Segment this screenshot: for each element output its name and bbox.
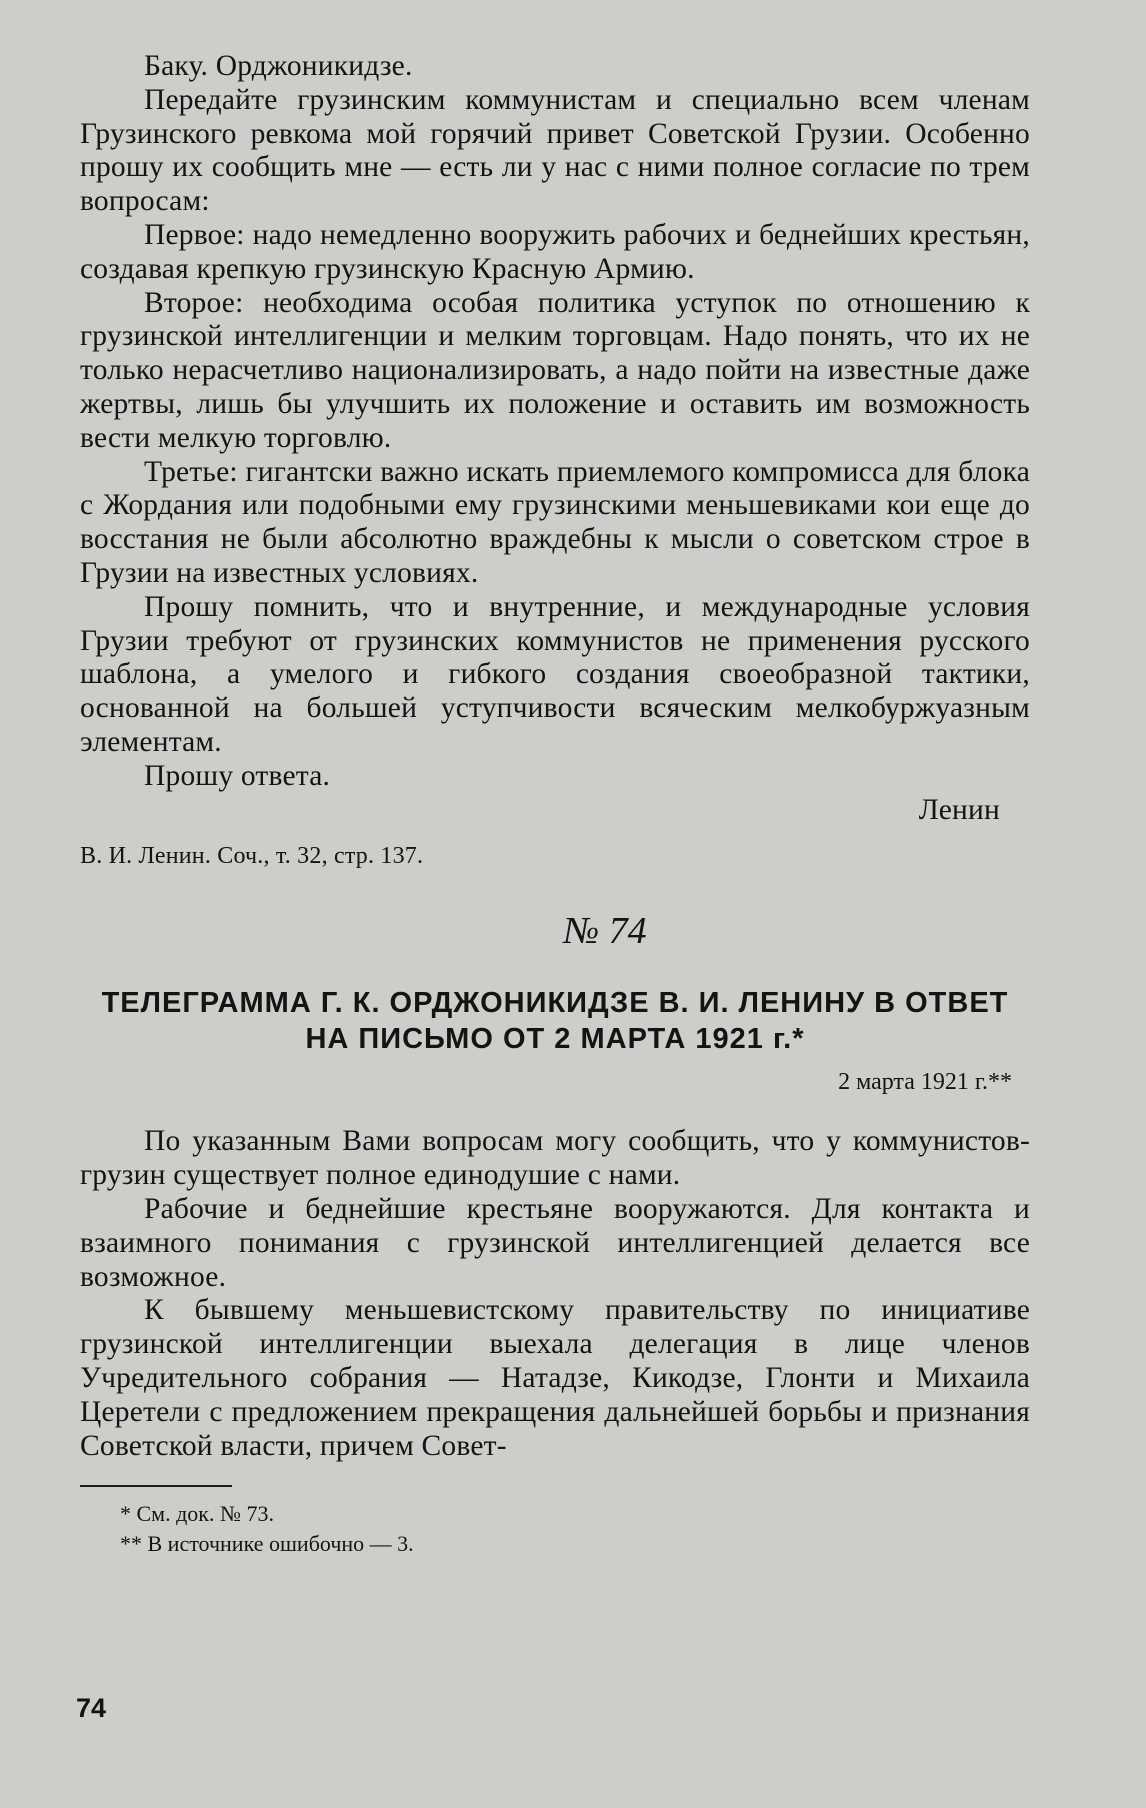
letter-paragraph: Прошу ответа. <box>144 759 331 792</box>
telegram-paragraph: К бывшему меньшевистскому правительству по инициативе грузинской интеллигенции выехала делегация в лице членов Учредительного собрания — Натадзе, Кикодзе, Глонти и Михаила Церетели с предложением прекращения дальнейшей борьбы и признания Советской власти, причем Совет- <box>80 1294 1030 1462</box>
letter-paragraph: Передайте грузинским коммунистам и специально всем членам Грузинского ревкома мой горячий привет Советской Грузии. Особенно прошу их сообщить мне — есть ли у нас с ними полное согласие по трем вопросам: <box>80 83 1030 218</box>
page-content <box>80 50 1030 1559</box>
footnote: * См. док. № 73. <box>120 1501 274 1527</box>
letter-paragraph: Третье: гигантски важно искать приемлемого компромисса для блока с Жордания или подобными ему грузинскими меньшевиками кои еще до восстания не были абсолютно враждебны к мысли о советском строе в Грузии на известных условиях. <box>80 455 1030 589</box>
document-date: 2 марта 1921 г.** <box>838 1069 1012 1096</box>
page-number: 74 <box>76 1693 107 1723</box>
letter-address: Баку. Орджоникидзе. <box>144 50 413 82</box>
document-number: № 74 <box>563 910 647 953</box>
letter-signature: Ленин <box>918 793 1000 826</box>
telegram-paragraph: По указанным Вами вопросам могу сообщить, что у коммунистов-грузин существует полное единодушие с нами. <box>80 1125 1030 1192</box>
footnote: ** В источнике ошибочно — 3. <box>120 1531 414 1557</box>
letter-paragraph: Прошу помнить, что и внутренние, и международные условия Грузии требуют от грузинских коммунистов не применения русского шаблона, а умелого и гибкого создания своеобразной тактики, основанной на большей уступчивости всяческим мелкобуржуазным элементам. <box>80 590 1030 758</box>
letter-source-citation: В. И. Ленин. Соч., т. 32, стр. 137. <box>80 843 424 870</box>
telegram-paragraph: Рабочие и беднейшие крестьяне вооружаются. Для контакта и взаимного понимания с грузинской интеллигенцией делается все возможное. <box>80 1192 1030 1293</box>
letter-paragraph: Второе: необходима особая политика уступок по отношению к грузинской интеллигенции и мелким торговцам. Надо понять, что их не только нерасчетливо национализировать, а надо пойти на известные даже жертвы, лишь бы улучшить их положение и оставить им возможность вести мелкую торговлю. <box>80 286 1030 454</box>
footnote-divider <box>80 1485 232 1487</box>
letter-paragraph: Первое: надо немедленно вооружить рабочих и беднейших крестьян, создавая крепкую грузинскую Красную Армию. <box>80 218 1030 285</box>
document-title: ТЕЛЕГРАММА Г. К. ОРДЖОНИКИДЗЕ В. И. ЛЕНИНУ В ОТВЕТ НА ПИСЬМО ОТ 2 МАРТА 1921 г.* <box>101 987 1009 1056</box>
